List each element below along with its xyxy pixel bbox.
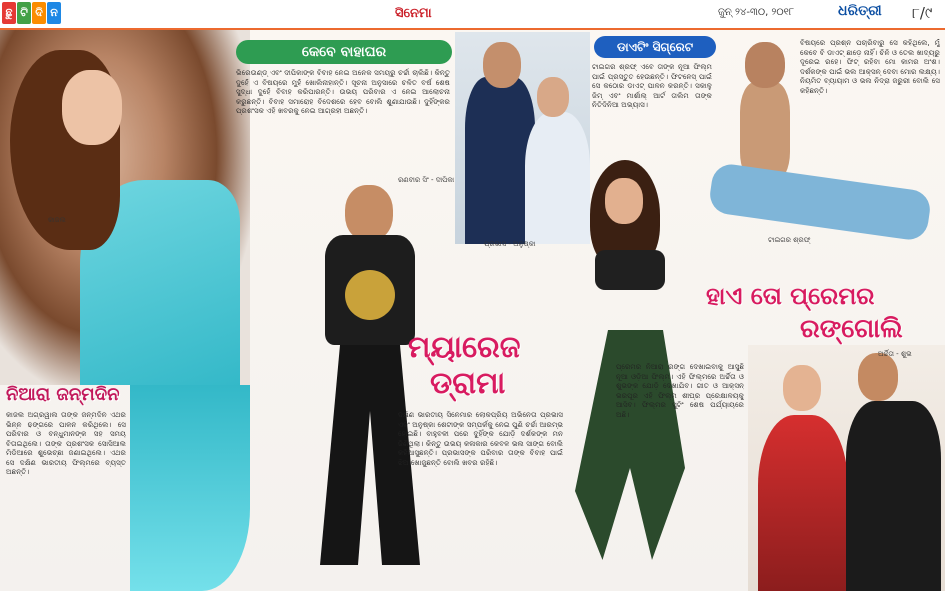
logo-chhutidina xyxy=(2,2,61,26)
niara-headline: ନିଆରା ଜନ୍ମଦିନ xyxy=(6,384,120,405)
hero-suit xyxy=(846,401,941,591)
anushka-face xyxy=(605,178,643,224)
logo-letter: ନ xyxy=(47,2,61,24)
rangoli-couple-photo xyxy=(748,345,945,591)
brand-name: ଧରିତ୍ରୀ xyxy=(838,3,882,19)
marriage-headline-line1: ମ୍ୟାରେଜ xyxy=(408,330,521,365)
dating-body: ଟାଇଗର ଶ୍ରଫ୍ ଏବେ ତାଙ୍କ ନୂଆ ଫିଲ୍ମ ପାଇଁ ପ୍ରସ୍ତୁତ ହେଉଛନ୍ତି। ଫିଟନେସ୍ ପାଇଁ ସେ କଠୋର ଡାଏଟ୍ ପାଳନ କରନ୍ତି। ସକାଳୁ ଜିମ୍ ଏବଂ ମାର୍ଶାଲ୍ ଆର୍ଟ ତାଲିମ ତାଙ୍କ ନିତିଦିନିଆ ଅଭ୍ୟାସ। xyxy=(592,62,712,109)
section-title: ସିନେମା xyxy=(395,6,432,21)
tiger-shroff-photo xyxy=(705,32,940,287)
kajal-dress-lower xyxy=(130,385,250,591)
hero-face xyxy=(858,353,898,401)
masthead xyxy=(0,0,945,30)
tiger-jeans xyxy=(708,162,933,242)
deepika-face xyxy=(537,77,569,117)
issue-date: ଜୁନ୍ ୨୪-୩୦, ୨୦୧୮ xyxy=(718,7,795,18)
marriage-caption: ପ୍ରଭାସ - ଅନୁଷ୍କା xyxy=(484,240,536,248)
niara-body: କାଜଲ ଅଗ୍ରୱାଲ ତାଙ୍କ ଜନ୍ମଦିନ ଏଥର ଭିନ୍ନ ଢଙ୍ଗରେ ପାଳନ କରିଥିଲେ। ସେ ପରିବାର ଓ ବନ୍ଧୁମାନଙ୍କ ସହ ସମୟ ବିତାଇଥିଲେ। ତାଙ୍କ ପ୍ରଶଂସକ ସୋସିଆଲ ମିଡିଆରେ ଶୁଭେଚ୍ଛା ଜଣାଇଥିଲେ। ଏଥର ସେ ଦକ୍ଷିଣ ଭାରତୀୟ ଫିଲ୍ମରେ ବ୍ୟସ୍ତ ଅଛନ୍ତି। xyxy=(6,410,126,476)
tiger-column-body: ବିଷୟରେ ପ୍ରଶ୍ନ ପଚାରିବାରୁ ସେ କହିଥିଲେ, ମୁଁ କେବେ ବି ଡାଏଟ୍ ଛାଡ଼େ ନାହିଁ। ଚିନି ଓ ତେଲ ଖାଦ୍ୟରୁ ଦୂରେଇ ରହେ। ଫିଟ୍ ରହିବା ମୋ କାମର ଅଂଶ। ଦର୍ଶକଙ୍କ ପାଇଁ ଭଲ ଆକ୍ସନ୍ ଦେବା ମୋର ଲକ୍ଷ୍ୟ। ନିୟମିତ ବ୍ୟାୟାମ ଓ ଭଲ ନିଦ୍ରା ଜରୁରୀ ବୋଲି ସେ କହିଛନ୍ତି। xyxy=(800,38,940,95)
marriage-body: ଦକ୍ଷିଣ ଭାରତୀୟ ସିନେମାର ଲୋକପ୍ରିୟ ଅଭିନେତା ପ୍ରଭାସ ଏବଂ ଅନୁଷ୍କା ଶେଟୀଙ୍କ ସମ୍ପର୍କକୁ ନେଇ ପୁଣି ଚର୍ଚ୍ଚା ଆରମ୍ଭ ହୋଇଛି। ବାହୁବଳୀ ପରେ ଦୁହିଁଙ୍କ ଯୋଡ଼ି ଦର୍ଶକଙ୍କ ମନ ଜିଣିଥିଲା। କିନ୍ତୁ ଉଭୟ କଳାକାର କେବଳ ଭଲ ସାଙ୍ଗ ବୋଲି କହିଆସୁଛନ୍ତି। ପ୍ରଭାସଙ୍କ ପରିବାର ତାଙ୍କ ବିବାହ ପାଇଁ ଝିଅ ଖୋଜୁଛନ୍ତି ବୋଲି ଖବର ରହିଛି। xyxy=(398,410,563,467)
dating-headline: ଡାଏଟିଂ ସିଗ୍ରେଟ xyxy=(594,36,716,58)
archita-face xyxy=(783,365,821,411)
face-shape xyxy=(62,70,122,145)
ranveer-face xyxy=(483,42,521,88)
kajal-caption: କାଜଲ xyxy=(48,216,66,224)
logo-letter: ଦି xyxy=(32,2,46,24)
rangoli-caption: ଅର୍ଚ୍ଚିତା - ଶୁଭ xyxy=(878,350,912,358)
tiger-head xyxy=(745,42,785,88)
kebe-headline: କେବେ ବାହାଘର xyxy=(236,40,452,64)
rangoli-body: ପ୍ରେମର ନିଆରା ରଙ୍ଗ ଦେଖାଇବାକୁ ଆସୁଛି ନୂଆ ଓଡ଼ିଆ ଫିଲ୍ମ। ଏହି ଫିଲ୍ମରେ ଅର୍ଚ୍ଚିତା ଓ ଶୁଭଙ୍କ ଯୋଡ଼ି ଦେଖାଯିବ। ଗୀତ ଓ ଆକ୍ସନ୍ ଭରପୂର ଏହି ଫିଲ୍ମ ଶୀଘ୍ର ପ୍ରେକ୍ଷାଳୟକୁ ଆସିବ। ଫିଲ୍ମର ସୁଟିଂ ଶେଷ ପର୍ଯ୍ୟାୟରେ ଅଛି। xyxy=(616,362,744,419)
kajal-photo xyxy=(0,30,250,385)
prabhas-emblem xyxy=(345,270,395,320)
marriage-headline-line2: ଡ୍ରାମା xyxy=(430,366,506,401)
logo-letter: ଟି xyxy=(17,2,31,24)
archita-dress xyxy=(758,415,848,591)
kebe-body: ଭିରେଉଣ୍ଡ୍ ଏବଂ ଦୀପିକାଙ୍କ ବିବାହ ନେଇ ଅନେକ ସମୟରୁ ଚର୍ଚ୍ଚା ଚାଲିଛି। କିନ୍ତୁ ଦୁହେଁ ଏ ବିଷୟରେ ମୁହଁ ଖୋଲିନାହାନ୍ତି। ସୂଚନା ଅନୁସାରେ ଚଳିତ ବର୍ଷ ଶେଷ ସୁଦ୍ଧା ଦୁହେଁ ବିବାହ କରିପାରନ୍ତି। ଉଭୟ ପରିବାର ଏ ନେଇ ଆଲୋଚନା କରୁଛନ୍ତି। ବିବାହ ସମାରୋହ ବିଦେଶରେ ହେବ ବୋଲି ଶୁଣାଯାଉଛି। ଦୁହିଁଙ୍କର ପ୍ରଶଂସକ ଏହି ଖବରକୁ ନେଇ ଆଗ୍ରହୀ ଅଛନ୍ତି। xyxy=(236,68,450,115)
page-number: ୮/୯ xyxy=(912,4,933,22)
logo-letter: ଛୁ xyxy=(2,2,16,24)
kebe-caption: ରଣବୀର ସିଂ - ଦୀପିକା xyxy=(398,176,455,184)
rangoli-headline-line2: ରଙ୍ଗୋଲି xyxy=(800,314,903,344)
tiger-caption: ଟାଇଗର ଶ୍ରଫ୍ xyxy=(768,236,811,244)
prabhas-head xyxy=(345,185,393,241)
anushka-top xyxy=(595,250,665,290)
rangoli-headline-line1: ହାଏ ତୋ ପ୍ରେମର xyxy=(706,282,875,310)
